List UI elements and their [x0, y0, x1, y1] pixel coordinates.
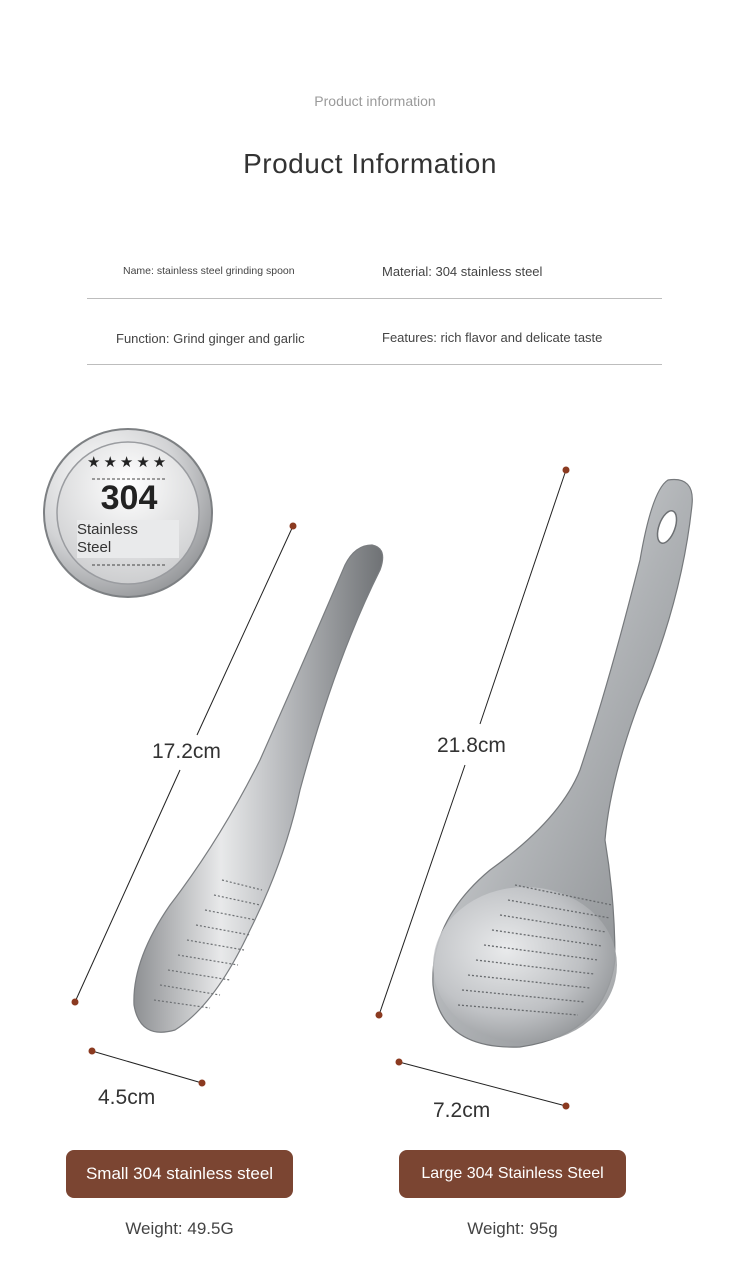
info-material: Material: 304 stainless steel [382, 264, 543, 279]
large-length-label: 21.8cm [437, 734, 506, 757]
large-variant-button[interactable]: Large 304 Stainless Steel [399, 1150, 626, 1198]
section-subtitle: Product information [314, 93, 436, 109]
info-name: Name: stainless steel grinding spoon [123, 265, 295, 277]
badge-number: 304 [100, 479, 158, 517]
badge-line2: Steel [77, 539, 112, 556]
small-length-label: 17.2cm [152, 740, 221, 763]
info-function: Function: Grind ginger and garlic [116, 331, 305, 346]
page-title: Product Information [243, 148, 497, 179]
badge-stars: ★★★★★ [87, 453, 170, 471]
divider [87, 364, 662, 365]
small-variant-button[interactable]: Small 304 stainless steel [66, 1150, 293, 1198]
small-width-label: 4.5cm [98, 1086, 156, 1109]
large-spoon [433, 480, 692, 1048]
large-weight: Weight: 95g [467, 1219, 558, 1238]
small-weight: Weight: 49.5G [125, 1219, 234, 1238]
divider [87, 298, 662, 299]
badge-line1: Stainless [77, 521, 138, 538]
info-features: Features: rich flavor and delicate taste [382, 330, 603, 345]
large-width-label: 7.2cm [433, 1099, 491, 1122]
